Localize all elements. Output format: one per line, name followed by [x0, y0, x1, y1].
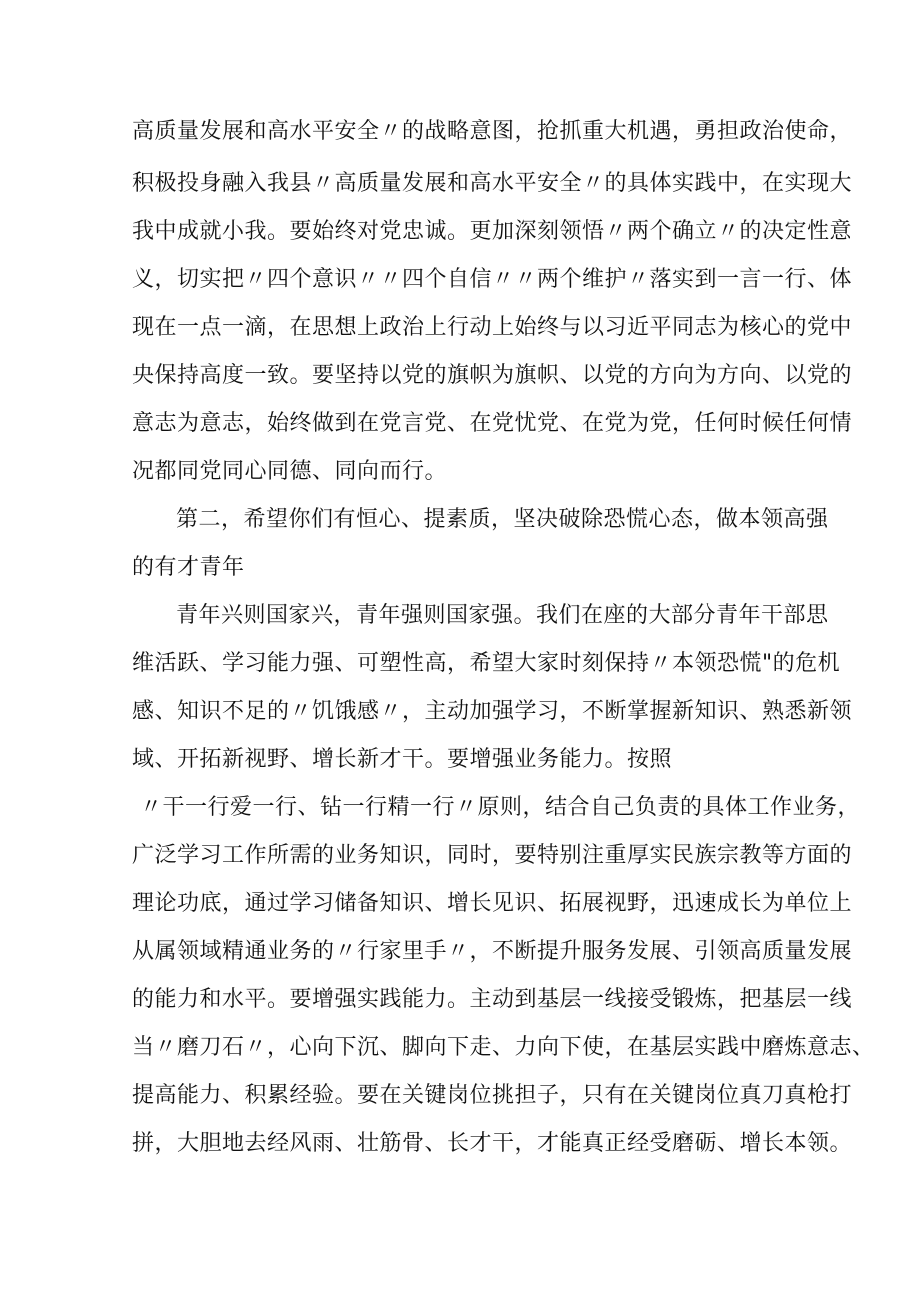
text-line: 理论功底，通过学习储备知识、增长见识、拓展视野，迅速成长为单位上 — [132, 891, 853, 916]
text-line: 从属领域精通业务的〃行家里手〃，不断提升服务发展、引领高质量发展 — [132, 939, 853, 964]
text-line: 〃干一行爱一行、钻一行精一行〃原则，结合自己负责的具体工作业务， — [140, 795, 861, 820]
text-line: 高质量发展和高水平安全〃的战略意图，抢抓重大机遇，勇担政治使命， — [132, 119, 853, 144]
text-line: 青年兴则国家兴，青年强则国家强。我们在座的大部分青年干部思 — [176, 603, 829, 628]
text-line: 域、开拓新视野、增长新才干。要增强业务能力。按照 — [132, 747, 673, 772]
text-line: 积极投身融入我县〃高质量发展和高水平安全〃的具体实践中，在实现大 — [132, 171, 853, 196]
text-line: 现在一点一滴，在思想上政治上行动上始终与以习近平同志为核心的党中 — [132, 315, 853, 340]
text-line: 拼，大胆地去经风雨、壮筋骨、长才干，才能真正经受磨砺、增长本领。 — [132, 1131, 853, 1156]
text-line: 义，切实把〃四个意识〃〃四个自信〃〃两个维护〃落实到一言一行、体 — [132, 267, 853, 292]
text-line: 广泛学习工作所需的业务知识，同时，要特别注重厚实民族宗教等方面的 — [132, 843, 853, 868]
text-line: 意志为意志，始终做到在党言党、在党忧党、在党为党，任何时候任何情 — [132, 411, 853, 436]
text-line: 维活跃、学习能力强、可塑性高，希望大家时刻保持〃本领恐慌"的危机 — [132, 651, 841, 676]
text-line: 提高能力、积累经验。要在关键岗位挑担子，只有在关键岗位真刀真枪打 — [132, 1083, 853, 1108]
text-line: 央保持高度一致。要坚持以党的旗帜为旗帜、以党的方向为方向、以党的 — [132, 363, 853, 388]
text-line: 当〃磨刀石〃，心向下沉、脚向下走、力向下使，在基层实践中磨炼意志、 — [132, 1035, 875, 1060]
text-line: 况都同党同心同德、同向而行。 — [132, 459, 448, 484]
text-line: 的能力和水平。要增强实践能力。主动到基层一线接受锻炼，把基层一线 — [132, 987, 853, 1012]
text-line: 感、知识不足的〃饥饿感〃，主动加强学习，不断掌握新知识、熟悉新领 — [132, 699, 853, 724]
section-heading: 的有才青年 — [132, 555, 245, 580]
section-heading: 第二，希望你们有恒心、提素质，坚决破除恐慌心态，做本领高强 — [176, 507, 829, 532]
text-line: 我中成就小我。要始终对党忠诚。更加深刻领悟〃两个确立〃的决定性意 — [132, 219, 853, 244]
